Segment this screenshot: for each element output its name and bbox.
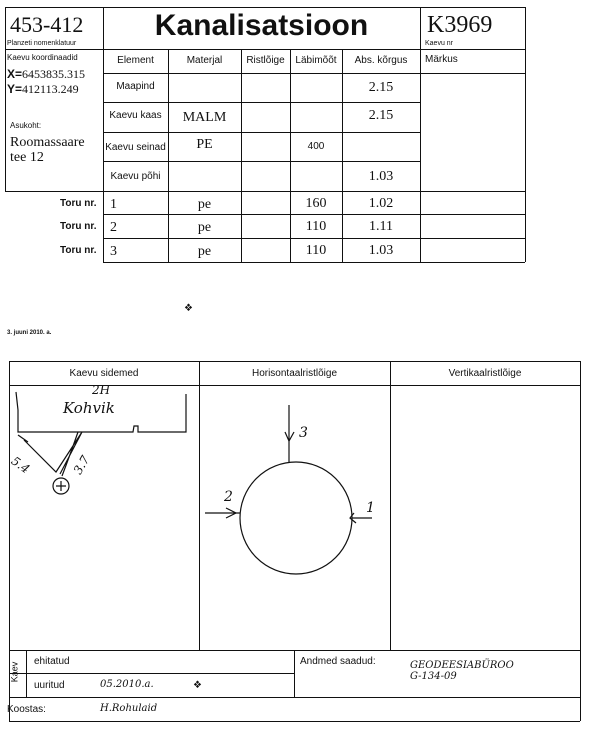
pipe-label: Toru nr.: [60, 198, 97, 209]
compiled-label: Koostas:: [7, 704, 46, 715]
pipe-1-label: 1: [366, 500, 375, 516]
pipe-material: pe: [197, 197, 212, 212]
footer-side-label: Kaev: [9, 661, 20, 683]
coordinates-label: Kaevu koordinaadid: [7, 53, 78, 62]
coordinate-y-label: Y=: [7, 82, 23, 96]
location-line2: tee 12: [10, 150, 44, 165]
built-label: ehitatud: [34, 656, 70, 667]
column-notes: Märkus: [425, 54, 458, 65]
location-label: Asukoht:: [10, 121, 42, 130]
pipe-diameter: 110: [305, 219, 327, 234]
well-number: K3969: [427, 12, 493, 38]
sketch-top-label: 2H: [92, 383, 111, 397]
pipe-height: 1.02: [368, 196, 394, 211]
pipe-diameter: 160: [305, 196, 327, 211]
pipe-height: 1.11: [369, 219, 393, 234]
sketch-distance-right: 3.7: [70, 453, 93, 477]
column-abs-height: Abs. kõrgus: [354, 55, 408, 66]
pipe-3-label: 3: [299, 425, 308, 441]
element-name: Kaevu põhi: [110, 171, 161, 182]
element-name: Kaevu seinad: [105, 142, 166, 153]
pipe-material: pe: [197, 220, 212, 235]
pipe-height: 1.03: [368, 243, 394, 258]
sketch-distance-left: 5.4: [8, 453, 33, 477]
pen-mark-footer: ❖: [193, 680, 202, 691]
pipe-material: pe: [197, 244, 212, 259]
element-name: Kaevu kaas: [109, 110, 162, 121]
section-horizontal-heading: Horisontaalristlõige: [251, 368, 338, 379]
sketch-building-label: Kohvik: [63, 399, 115, 417]
element-material: MALM: [182, 110, 227, 125]
data-from-line1: GEODEESIABÜROO: [410, 660, 514, 671]
section-vertical-heading: Vertikaalristlõige: [448, 368, 522, 379]
nomenclature-number: 453-412: [10, 12, 84, 37]
coordinate-x-label: X=: [7, 67, 23, 81]
compiled-value: H.Rohulaid: [100, 703, 158, 714]
pipe-number: 1: [110, 197, 117, 212]
element-material: PE: [196, 137, 213, 152]
pipe-diameter: 110: [305, 243, 327, 258]
coordinate-y-value: 412113.249: [22, 82, 79, 96]
nomenclature-label: Planzeti nomenklatuur: [7, 40, 77, 47]
surveyed-label: uuritud: [34, 680, 65, 691]
pipe-label: Toru nr.: [60, 221, 97, 232]
pipe-number: 2: [110, 220, 117, 235]
section-ties-heading: Kaevu sidemed: [69, 368, 139, 379]
data-from-label: Andmed saadud:: [300, 656, 376, 667]
surveyed-value: 05.2010.a.: [100, 679, 154, 690]
column-cross-section: Ristlõige: [246, 55, 285, 66]
pipe-label: Toru nr.: [60, 245, 97, 256]
column-material: Materjal: [186, 55, 223, 66]
document-date: 3. juuni 2010. a.: [7, 330, 52, 336]
well-number-label: Kaevu nr: [425, 40, 454, 47]
coordinate-x-value: 6453835.315: [22, 67, 86, 81]
data-from-line2: G-134-09: [410, 671, 457, 682]
well-circle: [240, 462, 352, 574]
pen-mark: ❖: [184, 303, 193, 314]
element-diameter: 400: [307, 141, 325, 152]
pipe-number: 3: [110, 244, 117, 259]
element-height: 2.15: [368, 80, 394, 95]
column-diameter: Läbimõõt: [295, 55, 337, 66]
pipe-2-label: 2: [224, 489, 233, 505]
column-element: Element: [117, 55, 154, 66]
element-height: 2.15: [368, 108, 394, 123]
element-height: 1.03: [368, 169, 394, 184]
element-name: Maapind: [116, 81, 155, 92]
location-line1: Roomassaare: [10, 135, 85, 150]
page-title: Kanalisatsioon: [154, 9, 369, 42]
